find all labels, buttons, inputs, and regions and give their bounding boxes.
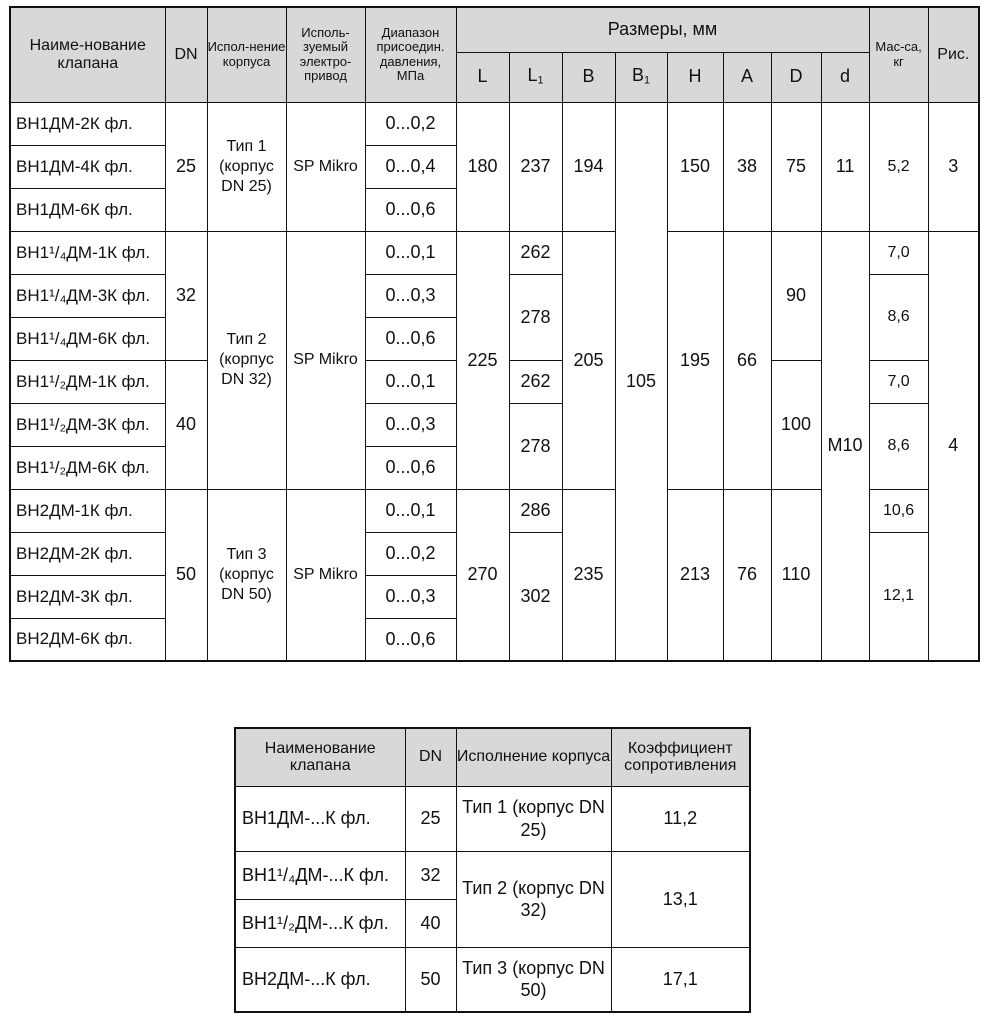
pressure-value: 0...0,1 bbox=[365, 489, 456, 532]
d-value: M10 bbox=[821, 231, 869, 661]
pressure-value: 0...0,1 bbox=[365, 360, 456, 403]
valve-name: ВН1¹/₄ДМ-6К фл. bbox=[10, 317, 165, 360]
pressure-value: 0...0,3 bbox=[365, 274, 456, 317]
valve-name: ВН2ДМ-6К фл. bbox=[10, 618, 165, 661]
drive-value: SP Mikro bbox=[286, 489, 365, 661]
valve-name: ВН2ДМ-3К фл. bbox=[10, 575, 165, 618]
valve-name: ВН1¹/₂ДМ-1К фл. bbox=[10, 360, 165, 403]
valve-dimensions-table bbox=[9, 6, 980, 662]
header-pressure: Диапазон присоедин. давления, МПа bbox=[365, 7, 456, 102]
pressure-value: 0...0,3 bbox=[365, 403, 456, 446]
header-B1-sub: 1 bbox=[644, 74, 651, 87]
valve-name: ВН1ДМ-4К фл. bbox=[10, 145, 165, 188]
valve-name: ВН1ДМ-2К фл. bbox=[10, 102, 165, 145]
header-L1 bbox=[509, 52, 562, 102]
coef-valve-name: ВН1¹/₂ДМ-...К фл. bbox=[235, 899, 405, 947]
coef-dn: 32 bbox=[405, 851, 456, 899]
pressure-value: 0...0,6 bbox=[365, 317, 456, 360]
header-name: Наиме-нование клапана bbox=[10, 7, 165, 102]
coef-header-execution: Исполнение корпуса bbox=[456, 728, 611, 786]
dn-value: 50 bbox=[165, 489, 207, 661]
mass-value: 5,2 bbox=[869, 102, 928, 231]
dn-value: 32 bbox=[165, 231, 207, 360]
L-value: 180 bbox=[456, 102, 509, 231]
mass-value: 7,0 bbox=[869, 360, 928, 403]
coef-header-name: Наименование клапана bbox=[235, 728, 405, 786]
A-value: 38 bbox=[723, 102, 771, 231]
coef-execution: Тип 1 (корпус DN 25) bbox=[456, 786, 611, 851]
L1-value: 286 bbox=[509, 489, 562, 532]
valve-name: ВН2ДМ-2К фл. bbox=[10, 532, 165, 575]
mass-value: 7,0 bbox=[869, 231, 928, 274]
valve-name: ВН1ДМ-6К фл. bbox=[10, 188, 165, 231]
H-value: 150 bbox=[667, 102, 723, 231]
header-D: D bbox=[771, 52, 821, 102]
valve-name: ВН1¹/₄ДМ-3К фл. bbox=[10, 274, 165, 317]
fig-value: 3 bbox=[928, 102, 979, 231]
header-mass: Мас-са, кг bbox=[869, 7, 928, 102]
L-value: 270 bbox=[456, 489, 509, 661]
dn-value: 25 bbox=[165, 102, 207, 231]
mass-value: 8,6 bbox=[869, 274, 928, 360]
mass-value: 10,6 bbox=[869, 489, 928, 532]
header-A: A bbox=[723, 52, 771, 102]
D-value: 100 bbox=[771, 360, 821, 489]
B-value: 194 bbox=[562, 102, 615, 231]
H-value: 213 bbox=[667, 489, 723, 661]
pressure-value: 0...0,1 bbox=[365, 231, 456, 274]
header-drive: Исполь-зуемый электро-привод bbox=[286, 7, 365, 102]
pressure-value: 0...0,2 bbox=[365, 102, 456, 145]
L1-value: 237 bbox=[509, 102, 562, 231]
valve-name: ВН1¹/₂ДМ-6К фл. bbox=[10, 446, 165, 489]
L1-value: 278 bbox=[509, 403, 562, 489]
B-value: 205 bbox=[562, 231, 615, 489]
A-value: 66 bbox=[723, 231, 771, 489]
coef-valve-name: ВН2ДМ-...К фл. bbox=[235, 947, 405, 1012]
coef-dn: 50 bbox=[405, 947, 456, 1012]
header-L: L bbox=[456, 52, 509, 102]
valve-name: ВН1¹/₂ДМ-3К фл. bbox=[10, 403, 165, 446]
B1-value: 105 bbox=[615, 102, 667, 661]
H-value: 195 bbox=[667, 231, 723, 489]
drive-value: SP Mikro bbox=[286, 102, 365, 231]
coef-value: 17,1 bbox=[611, 947, 750, 1012]
pressure-value: 0...0,2 bbox=[365, 532, 456, 575]
execution-value: Тип 2 (корпус DN 32) bbox=[207, 231, 286, 489]
coef-execution: Тип 2 (корпус DN 32) bbox=[456, 851, 611, 947]
A-value: 76 bbox=[723, 489, 771, 661]
header-d: d bbox=[821, 52, 869, 102]
L1-value: 262 bbox=[509, 231, 562, 274]
D-value: 75 bbox=[771, 102, 821, 231]
coef-value: 13,1 bbox=[611, 851, 750, 947]
execution-value: Тип 1 (корпус DN 25) bbox=[207, 102, 286, 231]
header-fig: Рис. bbox=[928, 7, 979, 102]
header-L1-sub: 1 bbox=[537, 74, 544, 87]
coef-header-dn: DN bbox=[405, 728, 456, 786]
coef-execution: Тип 3 (корпус DN 50) bbox=[456, 947, 611, 1012]
coef-valve-name: ВН1ДМ-...К фл. bbox=[235, 786, 405, 851]
dn-value: 40 bbox=[165, 360, 207, 489]
header-H: H bbox=[667, 52, 723, 102]
pressure-value: 0...0,4 bbox=[365, 145, 456, 188]
coef-value: 11,2 bbox=[611, 786, 750, 851]
coef-header-coef: Коэффициент сопротивления bbox=[611, 728, 750, 786]
coef-dn: 25 bbox=[405, 786, 456, 851]
header-B: B bbox=[562, 52, 615, 102]
coef-dn: 40 bbox=[405, 899, 456, 947]
fig-value: 4 bbox=[928, 231, 979, 661]
pressure-value: 0...0,6 bbox=[365, 446, 456, 489]
header-B1 bbox=[615, 52, 667, 102]
execution-value: Тип 3 (корпус DN 50) bbox=[207, 489, 286, 661]
mass-value: 12,1 bbox=[869, 532, 928, 661]
valve-name: ВН2ДМ-1К фл. bbox=[10, 489, 165, 532]
L1-value: 262 bbox=[509, 360, 562, 403]
L-value: 225 bbox=[456, 231, 509, 489]
D-value: 90 bbox=[771, 231, 821, 360]
L1-value: 302 bbox=[509, 532, 562, 661]
L1-value: 278 bbox=[509, 274, 562, 360]
coef-valve-name: ВН1¹/₄ДМ-...К фл. bbox=[235, 851, 405, 899]
header-B1-letter: B bbox=[631, 65, 644, 86]
mass-value: 8,6 bbox=[869, 403, 928, 489]
pressure-value: 0...0,6 bbox=[365, 188, 456, 231]
header-dn: DN bbox=[165, 7, 207, 102]
pressure-value: 0...0,6 bbox=[365, 618, 456, 661]
header-sizes: Размеры, мм bbox=[456, 7, 869, 52]
header-execution: Испол-нение корпуса bbox=[207, 7, 286, 102]
drive-value: SP Mikro bbox=[286, 231, 365, 489]
header-L1-letter: L bbox=[527, 65, 538, 86]
valve-name: ВН1¹/₄ДМ-1К фл. bbox=[10, 231, 165, 274]
resistance-coefficient-table bbox=[234, 727, 751, 1013]
d-value: 11 bbox=[821, 102, 869, 231]
B-value: 235 bbox=[562, 489, 615, 661]
pressure-value: 0...0,3 bbox=[365, 575, 456, 618]
D-value: 110 bbox=[771, 489, 821, 661]
